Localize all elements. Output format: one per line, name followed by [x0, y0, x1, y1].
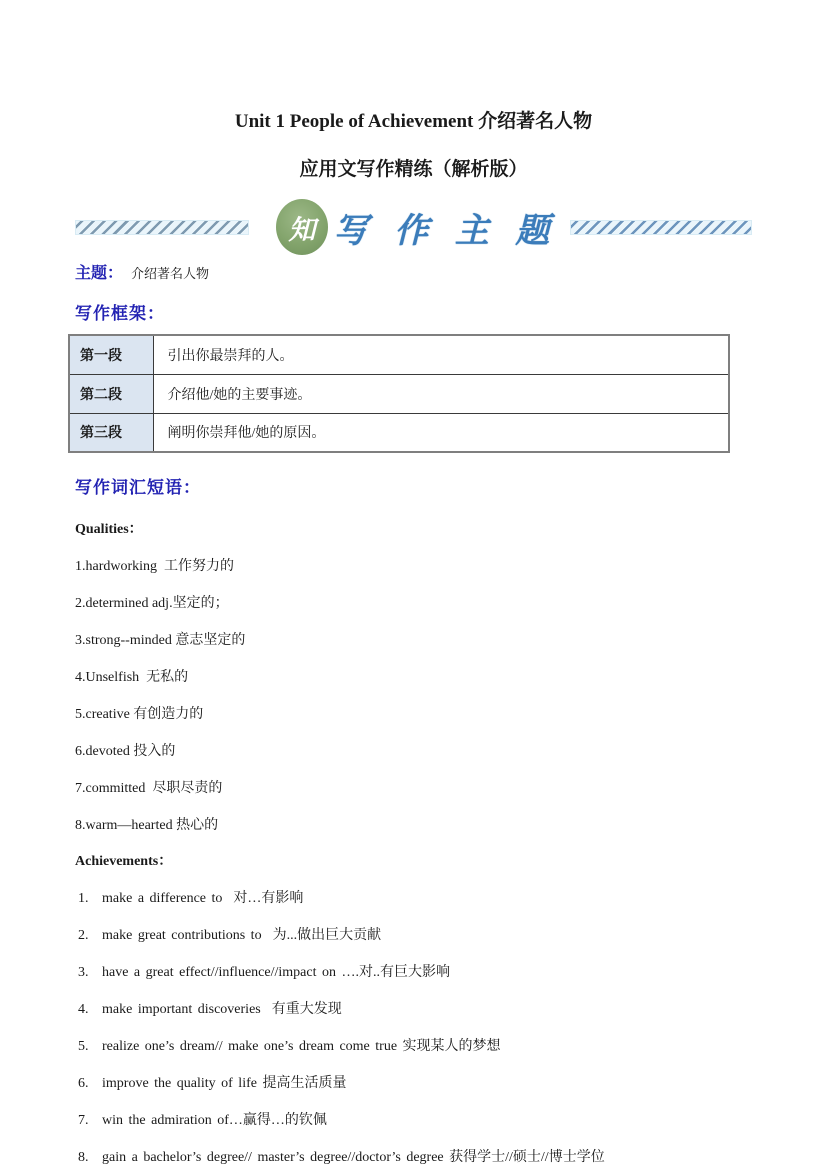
section-banner	[75, 199, 752, 255]
theme-line	[75, 260, 827, 283]
achievement-text: realize one’s dream// make one’s dream come true 实现某人的梦想	[102, 1039, 501, 1054]
quality-item: 6.devoted 投入的	[75, 744, 176, 759]
paragraph-3-desc: 阐明你崇拜他/她的原因。	[153, 413, 729, 452]
achievement-item	[78, 1035, 827, 1055]
list-number: 6.	[78, 1076, 89, 1091]
achievement-text: have a great effect//influence//impact on ….对..有巨大影响	[102, 965, 450, 980]
hatch-decoration-right	[570, 220, 752, 235]
achievement-text: make important discoveries 有重大发现	[102, 1002, 342, 1017]
qualities-heading: Qualities：	[75, 522, 143, 537]
achievement-item	[78, 961, 827, 981]
document-title: Unit 1 People of Achievement 介绍著名人物	[234, 111, 593, 132]
paragraph-2-label: 第二段	[69, 374, 153, 413]
table-row	[69, 374, 729, 413]
paragraph-2-desc: 介绍他/她的主要事迹。	[153, 374, 729, 413]
quality-item: 8.warm—hearted 热心的	[75, 818, 219, 833]
achievement-text: gain a bachelor’s degree// master’s degree//doctor’s degree 获得学士//硕士//博士学位	[102, 1150, 605, 1165]
quality-item: 3.strong--minded 意志坚定的	[75, 633, 246, 648]
table-row	[69, 335, 729, 374]
quality-item: 5.creative 有创造力的	[75, 707, 204, 722]
banner-title: 写 作 主 题	[333, 212, 559, 250]
list-number: 1.	[78, 891, 89, 906]
list-number: 4.	[78, 1002, 89, 1017]
theme-label: 主题：	[75, 265, 124, 282]
paragraph-1-desc: 引出你最崇拜的人。	[153, 335, 729, 374]
list-number: 3.	[78, 965, 89, 980]
list-number: 7.	[78, 1113, 89, 1128]
list-number: 2.	[78, 928, 89, 943]
table-row	[69, 413, 729, 452]
achievement-item	[78, 887, 827, 907]
vocab-heading: 写作词汇短语：	[75, 478, 201, 497]
quality-item: 1.hardworking 工作努力的	[75, 559, 235, 574]
achievement-item	[78, 998, 827, 1018]
quality-item: 4.Unselfish 无私的	[75, 670, 189, 685]
achievement-text: win the admiration of…赢得…的钦佩	[102, 1113, 327, 1128]
achievement-text: make great contributions to 为...做出巨大贡献	[102, 928, 382, 943]
quality-item: 7.committed 尽职尽责的	[75, 781, 223, 796]
list-number: 8.	[78, 1150, 89, 1165]
theme-value: 介绍著名人物	[131, 266, 210, 281]
paragraph-3-label: 第三段	[69, 413, 153, 452]
document-subtitle: 应用文写作精练（解析版）	[299, 159, 528, 180]
hatch-decoration-left	[75, 220, 249, 235]
achievement-item	[78, 1146, 827, 1166]
quality-item: 2.determined adj.坚定的；	[75, 596, 229, 611]
paragraph-1-label: 第一段	[69, 335, 153, 374]
brand-seal-icon: 知	[276, 199, 328, 255]
achievement-text: improve the quality of life 提高生活质量	[102, 1076, 347, 1091]
achievement-item	[78, 1072, 827, 1092]
achievement-text: make a difference to 对…有影响	[102, 891, 304, 906]
achievement-item	[78, 924, 827, 944]
achievement-item	[78, 1109, 827, 1129]
achievements-heading: Achievements：	[75, 854, 173, 869]
frame-heading: 写作框架：	[75, 304, 165, 323]
list-number: 5.	[78, 1039, 89, 1054]
writing-frame-table	[68, 334, 730, 453]
